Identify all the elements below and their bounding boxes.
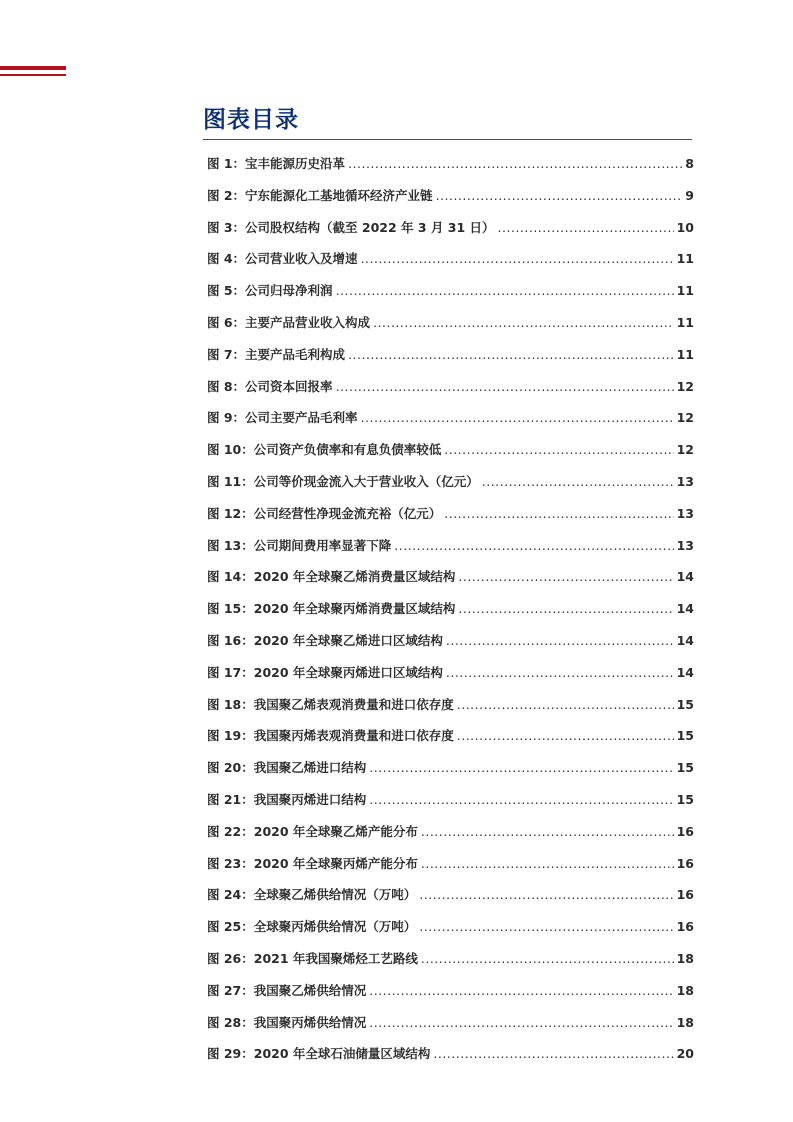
header-accent-bar xyxy=(0,66,66,70)
toc-entry[interactable] xyxy=(207,498,694,530)
toc-entry-label: 图 1：宝丰能源历史沿革 xyxy=(207,156,346,171)
toc-entry-page: 18 xyxy=(676,982,694,998)
toc-entry-page: 14 xyxy=(676,601,694,617)
toc-entry-page: 11 xyxy=(676,314,694,330)
toc-entry-page: 13 xyxy=(676,473,694,489)
toc-entry-page: 14 xyxy=(676,632,694,648)
toc-entry-label: 图 26：2021 年我国聚烯烃工艺路线 xyxy=(207,950,418,966)
toc-entry-page: 14 xyxy=(676,664,694,680)
toc-entry-label: 图 25：全球聚丙烯供给情况（万吨） xyxy=(207,919,417,935)
toc-entry[interactable] xyxy=(207,593,694,625)
toc-entry-label: 图 14：2020 年全球聚乙烯消费量区域结构 xyxy=(207,569,456,585)
toc-entry[interactable] xyxy=(207,434,694,466)
toc-entry[interactable] xyxy=(207,243,694,275)
title-underline xyxy=(203,139,692,140)
toc-entry-label: 图 9：公司主要产品毛利率 xyxy=(207,410,358,426)
toc-entry-label: 图 29：2020 年全球石油储量区域结构 xyxy=(207,1046,431,1062)
toc-entry[interactable] xyxy=(207,689,694,721)
toc-dot-leader xyxy=(457,720,674,752)
toc-entry-page: 10 xyxy=(676,219,694,235)
toc-entry-label: 图 5：公司归母净利润 xyxy=(207,283,333,299)
header-accent-line xyxy=(0,74,66,76)
toc-dot-leader xyxy=(369,975,673,1007)
toc-entry-page: 11 xyxy=(676,251,694,267)
toc-entry-page: 8 xyxy=(685,156,694,171)
toc-entry-page: 9 xyxy=(685,187,694,203)
toc-entry-page: 15 xyxy=(676,728,694,744)
toc-entry[interactable] xyxy=(207,975,694,1007)
toc-dot-leader xyxy=(348,148,682,180)
toc-dot-leader xyxy=(433,1038,673,1070)
toc-entry[interactable] xyxy=(207,530,694,562)
toc-dot-leader xyxy=(369,784,673,816)
toc-dot-leader xyxy=(458,561,673,593)
toc-entry-label: 图 2：宁东能源化工基地循环经济产业链 xyxy=(207,187,433,203)
toc-entry-label: 图 15：2020 年全球聚丙烯消费量区域结构 xyxy=(207,601,456,617)
toc-dot-leader xyxy=(421,848,674,880)
toc-entry-page: 18 xyxy=(676,950,694,966)
toc-entry-page: 12 xyxy=(676,410,694,426)
toc-entry[interactable] xyxy=(207,466,694,498)
toc-entry-page: 16 xyxy=(676,887,694,903)
toc-dot-leader xyxy=(446,625,674,657)
toc-entry[interactable] xyxy=(207,848,694,880)
toc-entry-label: 图 7：主要产品毛利构成 xyxy=(207,346,346,362)
toc-entry-page: 20 xyxy=(676,1046,694,1062)
toc-entry-label: 图 24：全球聚乙烯供给情况（万吨） xyxy=(207,887,417,903)
toc-entry-label: 图 6：主要产品营业收入构成 xyxy=(207,314,371,330)
toc-entry[interactable] xyxy=(207,1038,694,1070)
toc-entry-page: 12 xyxy=(676,378,694,394)
toc-entry-page: 11 xyxy=(676,346,694,362)
toc-entry-page: 14 xyxy=(676,569,694,585)
toc-dot-leader xyxy=(373,307,674,339)
toc-dot-leader xyxy=(457,689,674,721)
toc-dot-leader xyxy=(348,339,674,371)
toc-entry-page: 16 xyxy=(676,919,694,935)
toc-entry-label: 图 8：公司资本回报率 xyxy=(207,378,333,394)
toc-entry-label: 图 20：我国聚乙烯进口结构 xyxy=(207,760,367,776)
toc-entry-label: 图 22：2020 年全球聚乙烯产能分布 xyxy=(207,823,418,839)
toc-entry-label: 图 17：2020 年全球聚丙烯进口区域结构 xyxy=(207,664,443,680)
toc-entry[interactable] xyxy=(207,816,694,848)
toc-entry-page: 15 xyxy=(676,791,694,807)
toc-entry[interactable] xyxy=(207,402,694,434)
toc-dot-leader xyxy=(361,243,674,275)
toc-entry[interactable] xyxy=(207,784,694,816)
toc-entry-label: 图 16：2020 年全球聚乙烯进口区域结构 xyxy=(207,632,443,648)
toc-dot-leader xyxy=(394,530,673,562)
toc-entry-label: 图 3：公司股权结构（截至 2022 年 3 月 31 日） xyxy=(207,219,495,235)
toc-entry[interactable] xyxy=(207,625,694,657)
toc-dot-leader xyxy=(336,275,674,307)
toc-entry-label: 图 4：公司营业收入及增速 xyxy=(207,251,358,267)
toc-entry-label: 图 23：2020 年全球聚丙烯产能分布 xyxy=(207,855,418,871)
toc-entry[interactable] xyxy=(207,1007,694,1039)
toc-entry-label: 图 13：公司期间费用率显著下降 xyxy=(207,537,392,553)
toc-entry-label: 图 28：我国聚丙烯供给情况 xyxy=(207,1014,367,1030)
toc-entry-page: 15 xyxy=(676,696,694,712)
toc-entry-label: 图 18：我国聚乙烯表观消费量和进口依存度 xyxy=(207,696,454,712)
toc-entry-label: 图 19：我国聚丙烯表观消费量和进口依存度 xyxy=(207,728,454,744)
toc-entry-page: 15 xyxy=(676,760,694,776)
toc-entry[interactable] xyxy=(207,879,694,911)
toc-dot-leader xyxy=(369,1007,673,1039)
toc-entry[interactable] xyxy=(207,720,694,752)
toc-entry-page: 11 xyxy=(676,283,694,299)
toc-entry[interactable] xyxy=(207,307,694,339)
toc-entry-page: 13 xyxy=(676,505,694,521)
toc-entry[interactable] xyxy=(207,943,694,975)
toc-entry[interactable] xyxy=(207,212,694,244)
toc-dot-leader xyxy=(436,180,683,212)
toc-dot-leader xyxy=(419,879,673,911)
toc-entry-page: 13 xyxy=(676,537,694,553)
toc-entry[interactable] xyxy=(207,180,694,212)
toc-entry-label: 图 10：公司资产负债率和有息负债率较低 xyxy=(207,442,442,458)
toc-list xyxy=(207,148,694,1070)
toc-dot-leader xyxy=(421,943,674,975)
toc-entry[interactable] xyxy=(207,275,694,307)
toc-entry-label: 图 21：我国聚丙烯进口结构 xyxy=(207,791,367,807)
toc-dot-leader xyxy=(498,212,674,244)
toc-entry-label: 图 12：公司经营性净现金流充裕（亿元） xyxy=(207,505,442,521)
toc-entry[interactable] xyxy=(207,911,694,943)
toc-entry-page: 12 xyxy=(676,442,694,458)
toc-entry-page: 16 xyxy=(676,855,694,871)
toc-entry[interactable] xyxy=(207,561,694,593)
toc-dot-leader xyxy=(444,434,673,466)
toc-entry-page: 18 xyxy=(676,1014,694,1030)
toc-dot-leader xyxy=(482,466,674,498)
toc-entry-label: 图 11：公司等价现金流入大于营业收入（亿元） xyxy=(207,473,479,489)
toc-dot-leader xyxy=(446,657,674,689)
toc-dot-leader xyxy=(444,498,673,530)
toc-entry[interactable] xyxy=(207,339,694,371)
toc-dot-leader xyxy=(421,816,674,848)
toc-entry[interactable] xyxy=(207,752,694,784)
toc-entry[interactable] xyxy=(207,371,694,403)
toc-entry-page: 16 xyxy=(676,823,694,839)
toc-entry-label: 图 27：我国聚乙烯供给情况 xyxy=(207,982,367,998)
toc-title: 图表目录 xyxy=(203,107,299,133)
toc-entry[interactable] xyxy=(207,657,694,689)
toc-entry[interactable] xyxy=(207,148,694,180)
toc-dot-leader xyxy=(458,593,673,625)
toc-dot-leader xyxy=(361,402,674,434)
toc-dot-leader xyxy=(419,911,673,943)
toc-dot-leader xyxy=(336,371,674,403)
toc-dot-leader xyxy=(369,752,673,784)
